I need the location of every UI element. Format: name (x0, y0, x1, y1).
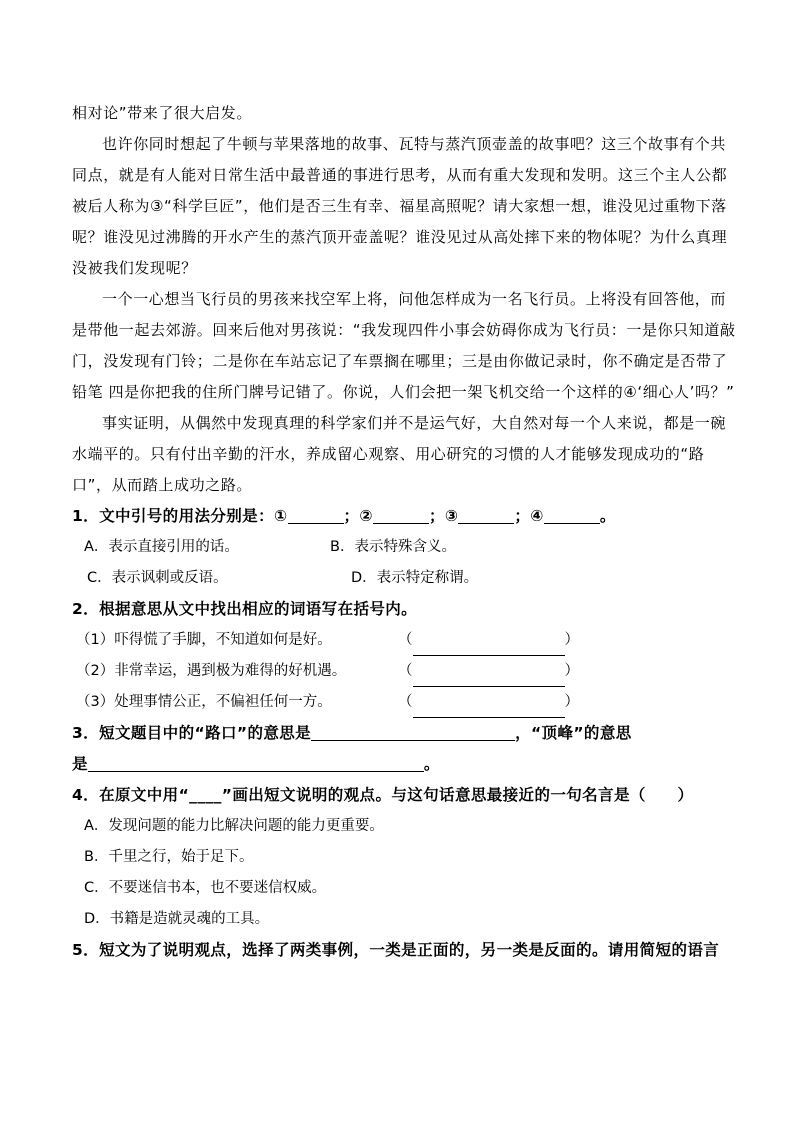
answer-blank-lukou[interactable] (311, 722, 515, 741)
question-1 (72, 501, 740, 532)
answer-parentheses: （ ） (398, 625, 579, 656)
quote-mark-1: ① (274, 507, 288, 525)
quote-mark-2: ；② (343, 507, 373, 525)
answer-blank[interactable] (413, 668, 565, 687)
answer-blank[interactable] (413, 637, 565, 656)
quote-mark-3: ；③ (428, 507, 459, 525)
question-2-item-text: （2）非常幸运，遇到极为难得的好机遇。 (76, 663, 347, 679)
question-1-stem: 1．文中引号的用法分别是： (72, 507, 274, 525)
option-c: C．不要迷信书本，也不要迷信权威。 (84, 880, 327, 896)
question-2-item-2 (72, 656, 740, 687)
answer-blank-4[interactable] (544, 505, 600, 524)
question-3-line-2 (72, 749, 740, 780)
answer-blank-dingfeng[interactable] (88, 753, 424, 772)
option-a: A．发现问题的能力比解决问题的能力更重要。 (84, 818, 384, 834)
answer-blank-1[interactable] (288, 505, 344, 524)
option-d: D．书籍是造就灵魂的工具。 (84, 911, 270, 927)
question-1-end: 。 (599, 507, 616, 525)
option-d: D．表示特定称谓。 (351, 570, 479, 586)
passage-line: 相对论”带来了很大启发。 (72, 104, 252, 122)
question-3-end: 。 (423, 755, 440, 773)
passage-paragraph-3: 事实证明，从偶然中发现真理的科学家们并不是运气好，大自然对每一个人来说，都是一碗水端平的。只有付出辛勤的汗水，养成留心观察、用心研究的习惯的人才能够发现成功的“路口”，从而踏上成功之路。 (72, 414, 727, 494)
question-3-line-1 (72, 718, 740, 749)
question-4: 4．在原文中用“____”画出短文说明的观点。与这句话意思最接近的一句名言是（ ） (72, 786, 694, 804)
question-1-options-row-2 (72, 563, 740, 594)
option-a: A．表示直接引用的话。 (84, 539, 239, 555)
answer-blank-2[interactable] (373, 505, 429, 524)
question-2-item-text: （3）处理事情公正，不偏袒任何一方。 (76, 694, 332, 710)
option-b: B．千里之行，始于足下。 (84, 849, 254, 865)
question-5: 5．短文为了说明观点，选择了两类事例，一类是正面的，另一类是反面的。请用简短的语言 (72, 941, 720, 959)
option-b: B．表示特殊含义。 (330, 539, 456, 555)
question-3-text: 是 (72, 755, 88, 773)
passage-paragraph-1: 也许你同时想起了牛顿与苹果落地的故事、瓦特与蒸汽顶壶盖的故事吧？这三个故事有个共同点，就是有人能对日常生活中最普通的事进行思考，从而有重大发现和发明。这三个主人公都被后人称为③“科学巨匠”，他们是否三生有幸、福星高照呢？请大家想一想，谁没见过重物下落呢？谁没见过沸腾的开水产生的蒸汽顶开壶盖呢？谁没见过从高处摔下来的物体呢？为什么真理没被我们发现呢？ (72, 135, 728, 277)
question-2-item-3 (72, 687, 740, 718)
question-2-item-1 (72, 625, 740, 656)
question-3-text: 3．短文题目中的“路口”的意思是 (72, 724, 312, 742)
answer-parentheses: （ ） (398, 656, 579, 687)
answer-blank-3[interactable] (458, 505, 514, 524)
quote-mark-4: ；④ (514, 507, 544, 525)
passage-paragraph-2: 一个一心想当飞行员的男孩来找空军上将，问他怎样成为一名飞行员。上将没有回答他，而是带他一起去郊游。回来后他对男孩说：“我发现四件小事会妨碍你成为飞行员：一是你只知道敲门，没发现有门铃；二是你在车站忘记了车票搁在哪里；三是由你做记录时，你不确定是否带了铅笔 四是你把我的住所门牌号记错了。你说，人们会把一架飞机交给一个这样的④‘细心人’吗？” (72, 290, 736, 401)
question-2-item-text: （1）吓得慌了手脚，不知道如何是好。 (76, 632, 332, 648)
worksheet-page (72, 98, 740, 966)
answer-blank[interactable] (413, 699, 565, 718)
answer-parentheses: （ ） (398, 687, 579, 718)
option-c: C．表示讽刺或反语。 (87, 570, 228, 586)
question-2: 2．根据意思从文中找出相应的词语写在括号内。 (72, 600, 418, 618)
question-1-options-row-1 (72, 532, 740, 563)
question-3-text: ，“顶峰”的意思 (515, 724, 632, 742)
